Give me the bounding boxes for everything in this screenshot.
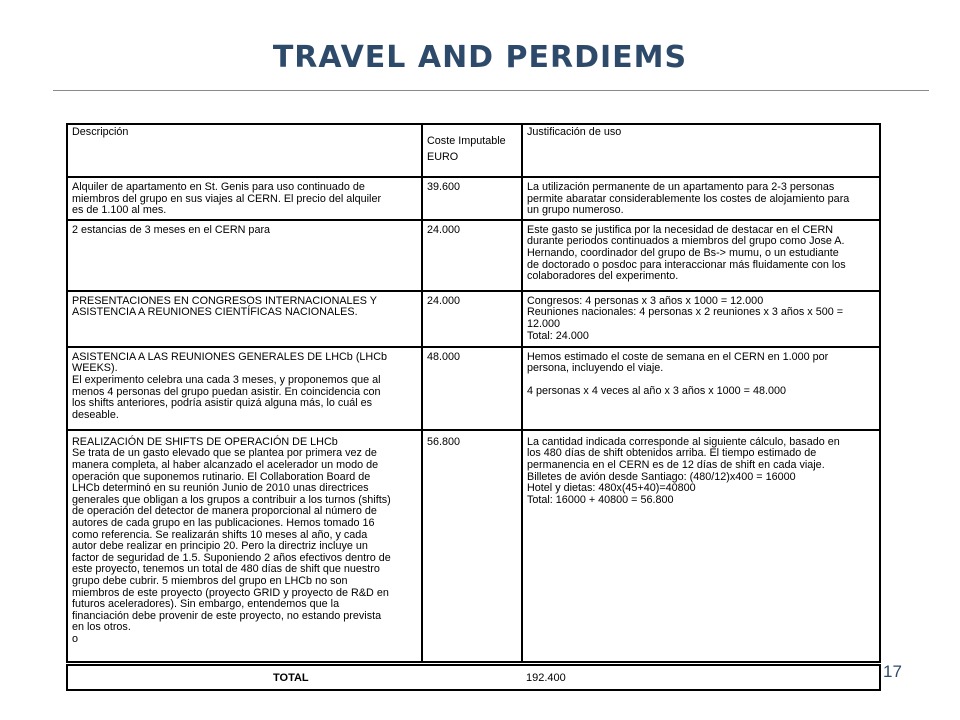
budget-table	[66, 123, 881, 663]
total-row	[67, 665, 880, 690]
row-cost: 39.600	[422, 177, 522, 220]
row-description: PRESENTACIONES EN CONGRESOS INTERNACIONALES Y ASISTENCIA A REUNIONES CIENTÍFICAS NACIONALES.	[67, 291, 422, 347]
row-description: Alquiler de apartamento en St. Genis para uso continuado de miembros del grupo en sus viajes al CERN. El precio del alquiler es de 1.100 al mes.	[67, 177, 422, 220]
row-cost: 24.000	[422, 220, 522, 291]
table-row	[67, 291, 880, 347]
row-cost: 24.000	[422, 291, 522, 347]
table-row	[67, 177, 880, 220]
total-table	[66, 664, 881, 691]
page-number: 17	[883, 662, 902, 681]
table-row	[67, 220, 880, 291]
table-header-row	[67, 124, 880, 177]
row-justification: Congresos: 4 personas x 3 años x 1000 = 12.000 Reuniones nacionales: 4 personas x 2 reuniones x 3 años x 500 = 12.000 Total: 24.000	[522, 291, 880, 347]
row-cost: 48.000	[422, 347, 522, 430]
header-justification: Justificación de uso	[522, 124, 880, 177]
row-justification: La utilización permanente de un apartamento para 2-3 personas permite abaratar considerablemente los costes de alojamiento para un grupo numeroso.	[522, 177, 880, 220]
row-description: REALIZACIÓN DE SHIFTS DE OPERACIÓN DE LHCb Se trata de un gasto elevado que se plantea por primera vez de manera completa, al haber alcanzado el acelerador un modo de operación que suponemos rutinario. El Collaboration Board de LHCb determinó en su reunión Junio de 2010 unas directrices generales que obligan a los grupos a contribuir a los turnos (shifts) de operación del detector de manera proporcional al número de autores de cada grupo en las publicaciones. Hemos tomado 16 como referencia. Se realizarán shifts 10 meses al año, y cada autor debe realizar en principio 20. Pero la directriz incluye un factor de seguridad de 1.5. Suponiendo 2 años efectivos dentro de este proyecto, tenemos un total de 480 días de shift que nuestro grupo debe cubrir. 5 miembros del grupo en LHCb no son miembros de este proyecto (proyecto GRID y proyecto de R&D en futuros aceleradores). Sin embargo, entendemos que la financiación debe provenir de este proyecto, no estando prevista en los otros. o	[67, 430, 422, 662]
row-justification: Este gasto se justifica por la necesidad de destacar en el CERN durante periodos continuados a miembros del grupo como Jose A. Hernando, coordinador del grupo de Bs-> mumu, o un estudiante de doctorado o posdoc para interaccionar más fluidamente con los colaboradores del experimento.	[522, 220, 880, 291]
title-divider	[53, 90, 929, 91]
total-label: TOTAL	[273, 671, 309, 684]
row-cost: 56.800	[422, 430, 522, 662]
row-description: ASISTENCIA A LAS REUNIONES GENERALES DE LHCb (LHCb WEEKS). El experimento celebra una cada 3 meses, y proponemos que al menos 4 personas del grupo puedan asistir. En coincidencia con los shifts anteriores, podría asistir quizá alguna más, lo cuál es deseable.	[67, 347, 422, 430]
header-description: Descripción	[67, 124, 422, 177]
page-title: TRAVEL AND PERDIEMS	[272, 40, 688, 75]
table-row	[67, 430, 880, 662]
table-row	[67, 347, 880, 430]
header-cost: Coste Imputable EURO	[422, 124, 522, 177]
row-justification: Hemos estimado el coste de semana en el CERN en 1.000 por persona, incluyendo el viaje. 4 personas x 4 veces al año x 3 años x 1000 = 48.000	[522, 347, 880, 430]
row-justification: La cantidad indicada corresponde al siguiente cálculo, basado en los 480 días de shift obtenidos arriba. El tiempo estimado de permanencia en el CERN es de 12 días de shift en cada viaje. Billetes de avión desde Santiago: (480/12)x400 = 16000 Hotel y dietas: 480x(45+40)=40800 Total: 16000 + 40800 = 56.800	[522, 430, 880, 662]
row-description: 2 estancias de 3 meses en el CERN para	[67, 220, 422, 291]
total-value: 192.400	[526, 671, 566, 684]
